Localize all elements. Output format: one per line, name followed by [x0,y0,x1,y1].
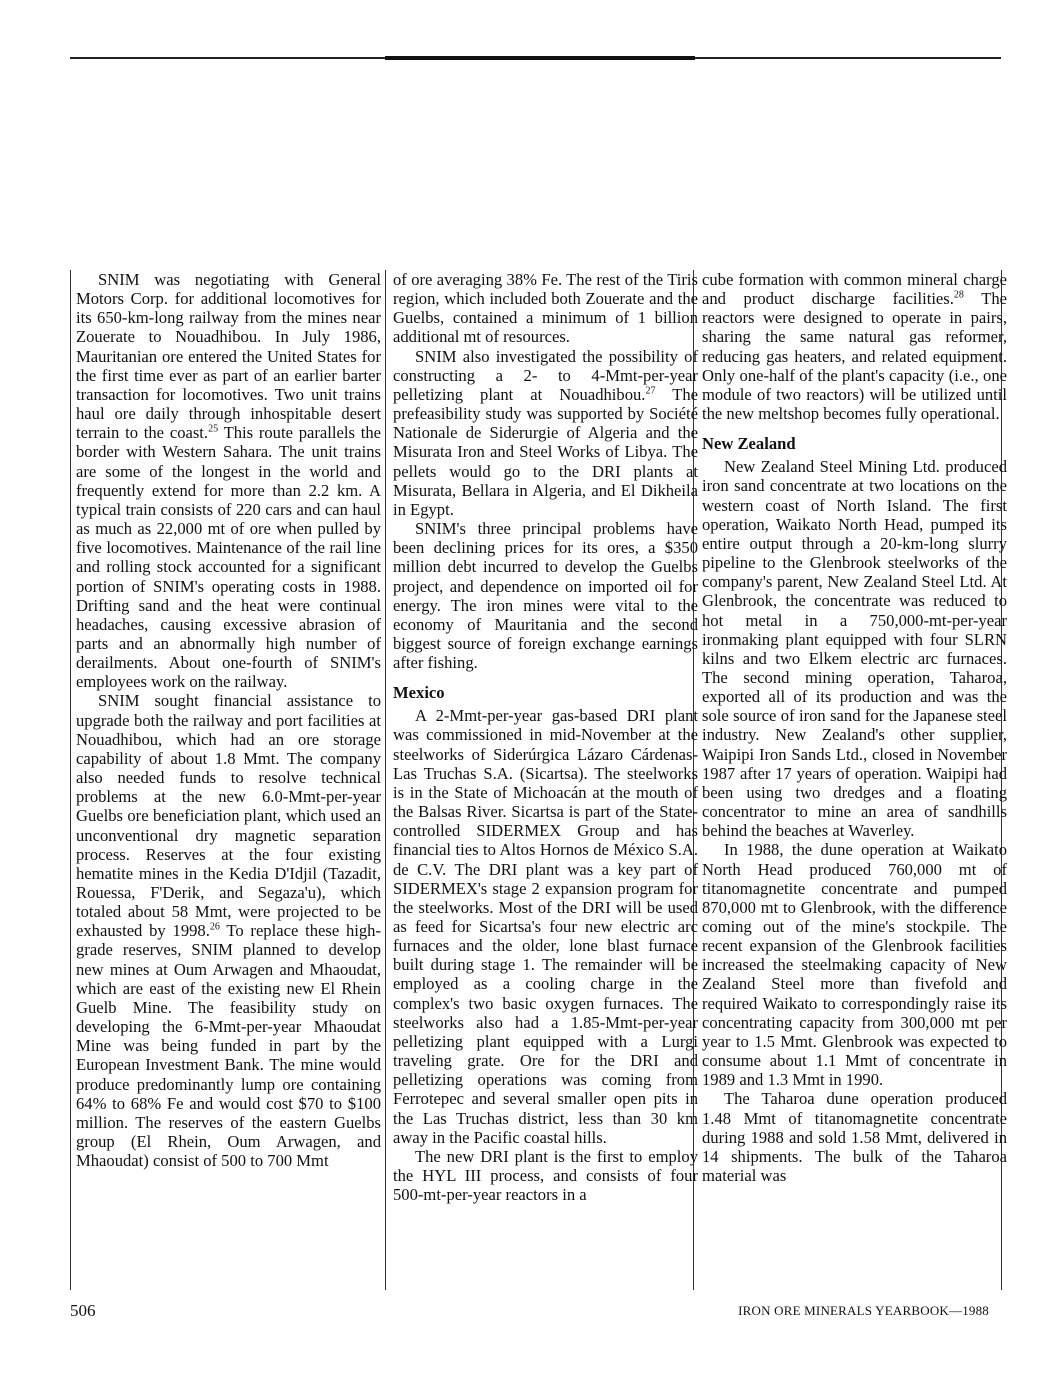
top-rule-accent [385,56,695,60]
paragraph: The Taharoa dune operation produced 1.48 Mmt of titanomagnetite concentrate during 1988 and sold 1.58 Mmt, delivered in 14 shipments. The bulk of the Taharoa material was [702,1089,1007,1186]
paragraph: The new DRI plant is the first to employ the HYL III process, and consists of four 500-mt-per-year reactors in a [393,1146,698,1205]
text-column-2 [393,270,698,1204]
footnote-ref: 25 [208,423,219,435]
paragraph: of ore averaging 38% Fe. The rest of the Tiris region, which included both Zouerate and the Guelbs, contained a minimum of 1 billion additional mt of resources. [393,270,698,347]
paragraph: SNIM's three principal problems have been declining prices for its ores, a $350 million debt incurred to develop the Guelbs project, and dependence on imported oil for energy. The iron mines were vital to the economy of Mauritania and the second biggest source of foreign exchange earnings after fishing. [393,519,698,673]
running-footer-title: IRON ORE MINERALS YEARBOOK—1988 [738,1303,989,1318]
page-number: 506 [70,1301,96,1320]
text-column-3 [702,270,1007,1185]
paragraph: A 2-Mmt-per-year gas-based DRI plant was commissioned in mid-November at the steelworks of Siderúrgica Lázaro Cárdenas-Las Truchas S.A. (Sicartsa). The steelworks is in the State of Michoacán at the mouth of the Balsas River. Sicartsa is part of the State-controlled SIDERMEX Group and has financial ties to Altos Hornos de México S.A. de C.V. The DRI plant was a key part of SIDERMEX's stage 2 expansion program for the steelworks. Most of the DRI will be used as feed for Sicartsa's four new electric arc furnaces and the older, lone blast furnace built during stage 1. The remainder will be employed as a cooling charge in the complex's two basic oxygen furnaces. The steelworks also had a 1.85-Mmt-per-year pelletizing plant equipped with a Lurgi traveling grate. Ore for the DRI and pelletizing operations was coming from Ferrotepec and several smaller open pits in the Las Truchas district, less than 30 km away in the Pacific coastal hills. [393,706,698,1147]
footnote-ref: 26 [209,921,220,933]
footnote-ref: 27 [645,385,656,397]
text-column-1 [76,270,381,1170]
paragraph: In 1988, the dune operation at Waikato North Head produced 760,000 mt of titanomagnetite concentrate and pumped 870,000 mt to Glenbrook, with the difference coming out of the mine's stockpile. The recent expansion of the Glenbrook facilities increased the steelmaking capacity of New Zealand Steel more than fivefold and required Waikato to correspondingly raise its concentrating capacity from 300,000 mt per year to 1.5 Mmt. Glenbrook was expected to consume about 1.1 Mmt of concentrate in 1989 and 1.3 Mmt in 1990. [702,840,1007,1090]
column-rule-1 [385,270,386,1290]
column-rule-left [70,270,71,1290]
paragraph: New Zealand Steel Mining Ltd. produced iron sand concentrate at two locations on the western coast of North Island. The first operation, Waikato North Head, pumped its entire output through a 20-km-long slurry pipeline to the Glenbrook steelworks of the company's parent, New Zealand Steel Ltd. At Glenbrook, the concentrate was reduced to hot metal in a 750,000-mt-per-year ironmaking plant equipped with four SLRN kilns and two Elkem electric arc furnaces. The second mining operation, Taharoa, exported all of its production and was the sole source of iron sand for the Japanese steel industry. New Zealand's other supplier, Waipipi Iron Sands Ltd., closed in November 1987 after 17 years of operation. Waipipi had been using two dredges and a floating concentrator to mine an area of sandhills behind the beaches at Waverley. [702,457,1007,841]
section-heading-new-zealand: New Zealand [702,434,796,454]
paragraph: cube formation with common mineral charge and product discharge facilities.$^{28}$ The reactors were designed to operate in pairs, sharing the same natural gas reformer, reducing gas heaters, and related equipment. Only one-half of the plant's capacity (i.e., one module of two reactors) will be utilized until the new meltshop becomes fully operational. [702,270,1007,424]
paragraph: SNIM also investigated the possibility of constructing a 2- to 4-Mmt-per-year pelletizing plant at Nouadhibou.$^{27}$ The prefeasibility study was supported by Société Nationale de Siderurgie of Algeria and the Misurata Iron and Steel Works of Libya. The pellets would go to the DRI plants at Misurata, Bellara in Algeria, and El Dikheila in Egypt. [393,346,698,519]
paragraph: SNIM sought financial assistance to upgrade both the railway and port facilities at Nouadhibou, which had an ore storage capability of about 1.8 Mmt. The company also needed funds to resolve technical problems at the new 6.0-Mmt-per-year Guelbs ore beneficiation plant, which used an unconventional dry magnetic separation process. Reserves at the four existing hematite mines in the Kedia D'Idjil (Tazadit, Rouessa, F'Derik, and Segaza'u), which totaled about 58 Mmt, were projected to be exhausted by 1998.26 To replace these high-grade reserves, SNIM planned to develop new mines at Oum Arwagen and Mhaoudat, which are east of the existing new El Rhein Guelb Mine. The feasibility study on developing the 6-Mmt-per-year Mhaoudat Mine was being funded in part by the European Investment Bank. The mine would produce predominantly lump ore containing 64% to 68% Fe and would cost $70 to $100 million. The reserves of the eastern Guelbs group (El Rhein, Oum Arwagen, and Mhaoudat) consist of 500 to 700 Mmt [76,691,382,1171]
paragraph: SNIM was negotiating with General Motors Corp. for additional locomotives for its 650-km-long railway from the mines near Zouerate to Nouadhibou. In July 1986, Mauritanian ore entered the United States for the first time ever as part of an earlier barter transaction for locomotives. Two unit trains haul ore daily through inhospitable desert terrain to the coast.$^{25}$ This route parallels the border with Western Sahara. The unit trains are some of the longest in the world and frequently extend for more than 2.2 km. A typical train consists of 220 cars and can haul as much as 22,000 mt of ore when pulled by five locomotives. Maintenance of the rail line and rolling stock accounted for a significant portion of SNIM's operating costs in 1988. Drifting sand and the heat were continual headaches, causing excessive abrasion of parts and an abnormally high number of derailments. About one-fourth of SNIM's employees work on the railway. [76,270,381,692]
footnote-ref: 28 [953,289,964,301]
section-heading-mexico: Mexico [393,683,445,703]
